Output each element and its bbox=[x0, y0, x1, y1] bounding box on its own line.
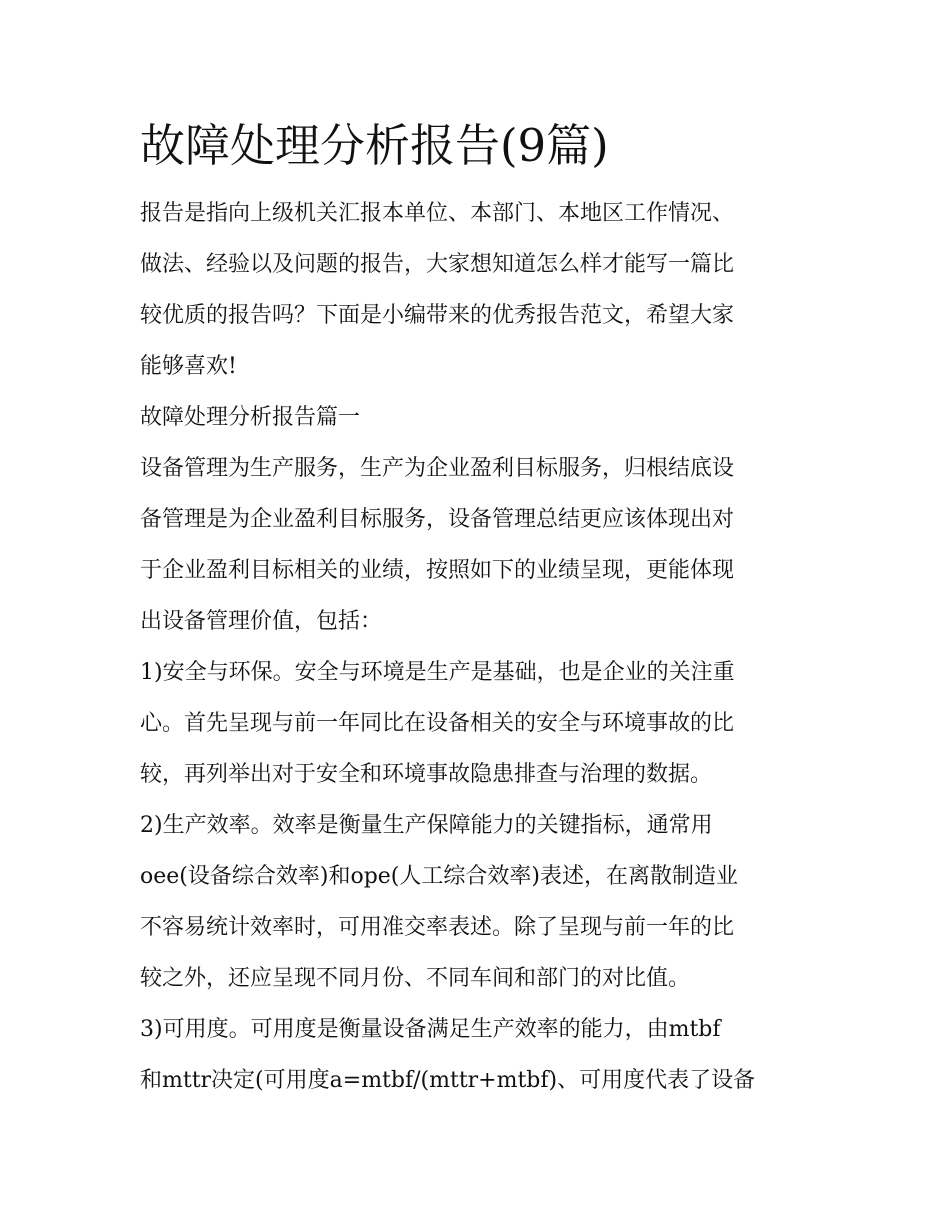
paragraph-line: 较优质的报告吗？下面是小编带来的优秀报告范文，希望大家 bbox=[140, 303, 735, 328]
list-item-line: 心。首先呈现与前一年同比在设备相关的安全与环境事故的比 bbox=[140, 711, 735, 736]
paragraph-line: 报告是指向上级机关汇报本单位、本部门、本地区工作情况、 bbox=[140, 201, 735, 226]
list-item-line: 2)生产效率。效率是衡量生产保障能力的关键指标，通常用 bbox=[140, 813, 713, 838]
paragraph-line: 设备管理为生产服务，生产为企业盈利目标服务，归根结底设 bbox=[140, 456, 735, 481]
paragraph-line: 做法、经验以及问题的报告，大家想知道怎么样才能写一篇比 bbox=[140, 252, 735, 277]
list-item-line: 不容易统计效率时，可用准交率表述。除了呈现与前一年的比 bbox=[140, 915, 735, 940]
list-item-line: oee(设备综合效率)和ope(人工综合效率)表述，在离散制造业 bbox=[140, 864, 738, 889]
list-item-line: 较，再列举出对于安全和环境事故隐患排查与治理的数据。 bbox=[140, 762, 713, 787]
paragraph-line: 出设备管理价值，包括： bbox=[140, 609, 383, 634]
paragraph-line: 能够喜欢! bbox=[140, 354, 237, 379]
paragraph-line: 于企业盈利目标相关的业绩，按照如下的业绩呈现，更能体现 bbox=[140, 558, 735, 583]
paragraph-line: 备管理是为企业盈利目标服务，设备管理总结更应该体现出对 bbox=[140, 507, 735, 532]
document-body bbox=[140, 112, 830, 1106]
section-heading: 故障处理分析报告篇一 bbox=[140, 405, 361, 430]
list-item-line: 较之外，还应呈现不同月份、不同车间和部门的对比值。 bbox=[140, 966, 691, 991]
document-title: 故障处理分析报告(9篇) bbox=[140, 119, 609, 172]
list-item-line: 3)可用度。可用度是衡量设备满足生产效率的能力，由mtbf bbox=[140, 1017, 721, 1042]
list-item-line: 和mttr决定(可用度a=mtbf/(mttr+mtbf)、可用度代表了设备 bbox=[140, 1068, 756, 1093]
list-item-line: 1)安全与环保。安全与环境是生产是基础，也是企业的关注重 bbox=[140, 660, 735, 685]
